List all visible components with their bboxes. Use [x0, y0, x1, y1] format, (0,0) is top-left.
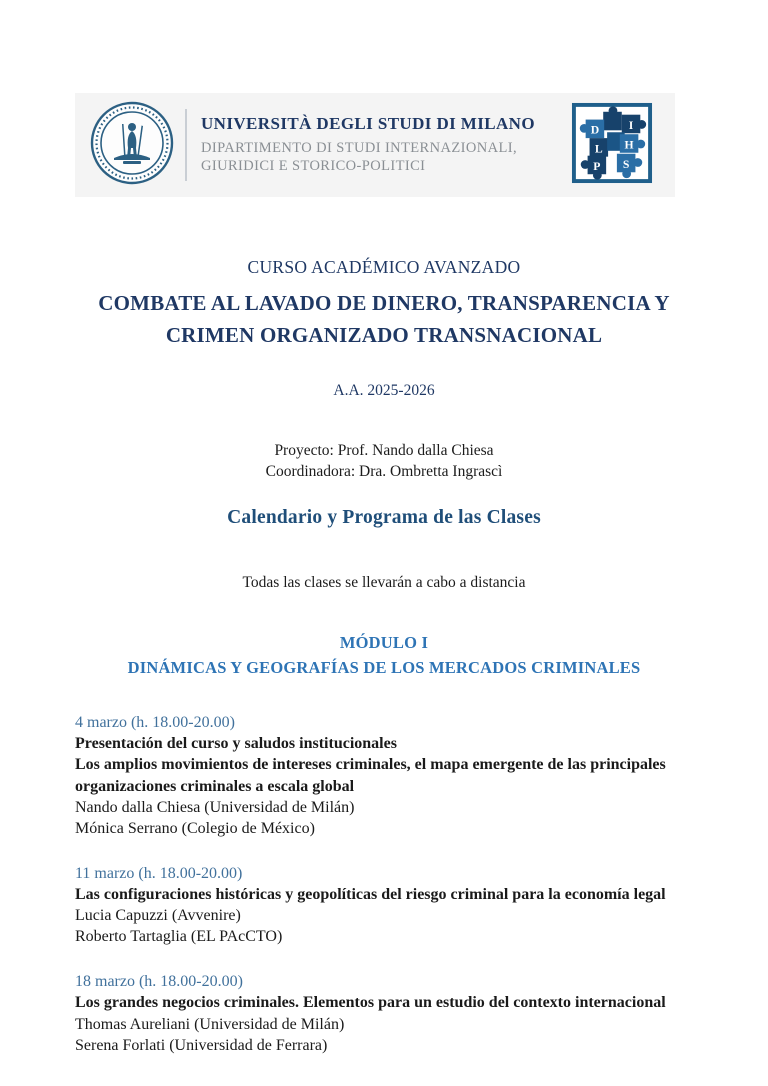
course-title-line2: CRIMEN ORGANIZADO TRANSNACIONAL — [165, 322, 603, 347]
university-name: UNIVERSITÀ DEGLI STUDI DI MILANO — [201, 114, 535, 134]
project-lead: Proyecto: Prof. Nando dalla Chiesa — [274, 442, 494, 459]
coordinator: Coordinadora: Dra. Ombretta Ingrascì — [265, 463, 503, 481]
module-title: DINÁMICAS Y GEOGRAFÍAS DE LOS MERCADOS CRIMINALES — [127, 657, 641, 677]
puzzle-letter: I — [628, 118, 634, 132]
puzzle-letter: D — [590, 123, 600, 137]
session-date: 4 marzo (h. 18.00-20.00) — [75, 714, 235, 732]
session-title: Los amplios movimientos de intereses criminales, el mapa emergente de las principales organizaciones criminales a escala global — [75, 756, 666, 795]
session-speaker: Roberto Tartaglia (EL PAcCTO) — [75, 928, 283, 946]
puzzle-letter: P — [593, 159, 601, 173]
session-item — [75, 712, 693, 839]
session-speaker: Mónica Serrano (Colegio de México) — [75, 819, 315, 837]
course-kicker: CURSO ACADÉMICO AVANZADO — [247, 257, 521, 277]
module-heading — [75, 631, 693, 681]
university-seal-icon — [89, 100, 175, 191]
session-item — [75, 971, 693, 1055]
department-name-line2: GIURIDICI E STORICO-POLITICI — [201, 158, 426, 174]
session-date: 11 marzo (h. 18.00-20.00) — [75, 864, 243, 882]
sessions-list — [75, 712, 693, 1056]
course-title-line1: COMBATE AL LAVADO DE DINERO, TRANSPARENCIA Y — [98, 291, 670, 315]
session-date: 18 marzo (h. 18.00-20.00) — [75, 973, 243, 991]
department-name-line1: DIPARTIMENTO DI STUDI INTERNAZIONALI, — [201, 140, 517, 157]
course-title — [75, 288, 693, 351]
puzzle-letter: H — [624, 137, 634, 151]
department-puzzle-logo-icon — [571, 102, 653, 189]
puzzle-letter: S — [622, 157, 630, 171]
session-title: Presentación del curso y saludos institucionales — [75, 735, 397, 753]
session-speaker: Serena Forlati (Universidad de Ferrara) — [75, 1036, 328, 1054]
document-page — [0, 93, 768, 1086]
session-speaker: Nando dalla Chiesa (Universidad de Milán) — [75, 798, 355, 816]
calendar-section-title: Calendario y Programa de las Clases — [227, 506, 541, 528]
header-divider — [185, 109, 187, 181]
distance-mode-note: Todas las clases se llevarán a cabo a distancia — [242, 573, 526, 591]
session-item — [75, 863, 693, 947]
session-title: Las configuraciones históricas y geopolíticas del riesgo criminal para la economía legal — [75, 886, 666, 904]
session-speaker: Lucia Capuzzi (Avvenire) — [75, 907, 241, 925]
session-title: Los grandes negocios criminales. Elementos para un estudio del contexto internacional — [75, 994, 666, 1012]
session-speaker: Thomas Aureliani (Universidad de Milán) — [75, 1015, 345, 1033]
module-number: MÓDULO I — [339, 632, 429, 652]
course-people — [75, 440, 693, 483]
header-text-block — [201, 114, 563, 175]
academic-year: A.A. 2025-2026 — [333, 382, 435, 399]
department-name — [201, 140, 563, 175]
header-band — [75, 93, 675, 197]
puzzle-letter: L — [594, 141, 603, 155]
